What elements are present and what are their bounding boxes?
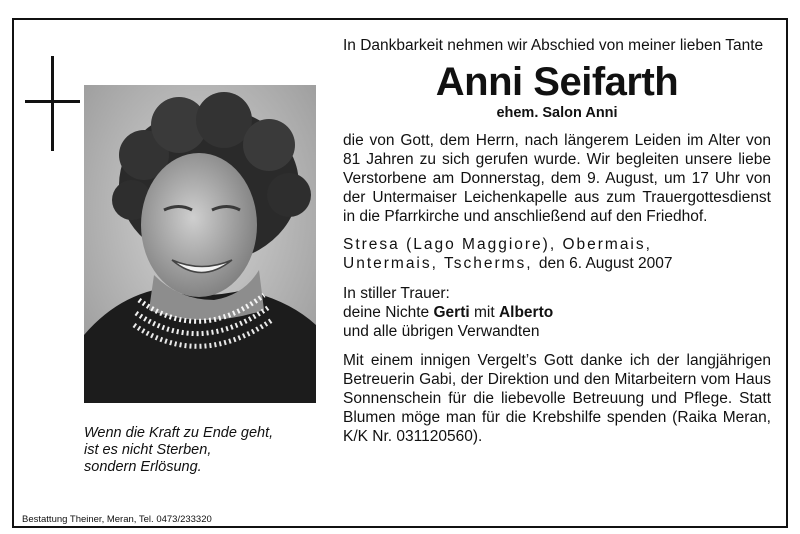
memorial-quote	[84, 425, 324, 476]
thanks-paragraph: Mit einem innigen Vergelt’s Gott danke ich der langjährigen Betreuerin Gabi, der Direktion und den Mitarbeitern vom Haus Sonnenschein für die liebevolle Betreuung und Pflege. Statt Blumen möge man für die Krebshilfe spenden (Raika Meran, K/K Nr. 031120560).	[343, 352, 771, 445]
announcement-body: die von Gott, dem Herrn, nach längerem Leiden im Alter von 81 Jahren zu sich gerufen wurde. Wir begleiten unsere liebe Verstorbene am Donnerstag, dem 9. August, um 17 Uhr von der Untermaiser Leichenkapelle aus zum Trauergottesdienst in die Pfarrkirche und anschließend auf den Friedhof.	[343, 132, 771, 225]
mourner-niece: Gerti	[433, 304, 470, 321]
quote-line: ist es nicht Sterben,	[84, 442, 212, 458]
place-and-date	[343, 235, 771, 273]
notice-date: den 6. August 2007	[538, 255, 673, 272]
mourner-prefix: deine Nichte	[343, 304, 434, 321]
deceased-subtitle: ehem. Salon Anni	[496, 105, 618, 121]
mourner-relatives: und alle übrigen Verwandten	[343, 323, 540, 340]
portrait-photo	[84, 85, 316, 403]
intro-text: In Dankbarkeit nehmen wir Abschied von meiner lieben Tante	[343, 37, 764, 54]
mourner-partner: Alberto	[498, 304, 554, 321]
mourning-heading: In stiller Trauer:	[343, 285, 450, 302]
quote-line: Wenn die Kraft zu Ende geht,	[84, 425, 274, 441]
place-line: Untermais, Tscherms,	[343, 255, 533, 272]
mourner-with: mit	[469, 304, 499, 321]
deceased-name: Anni Seifarth	[435, 60, 679, 104]
notice-text-column	[343, 36, 771, 446]
quote-line: sondern Erlösung.	[84, 459, 202, 475]
funeral-home-credit: Bestattung Theiner, Meran, Tel. 0473/233320	[22, 514, 212, 525]
mourners-block	[343, 284, 771, 341]
place-line: Stresa (Lago Maggiore), Obermais,	[343, 236, 652, 253]
